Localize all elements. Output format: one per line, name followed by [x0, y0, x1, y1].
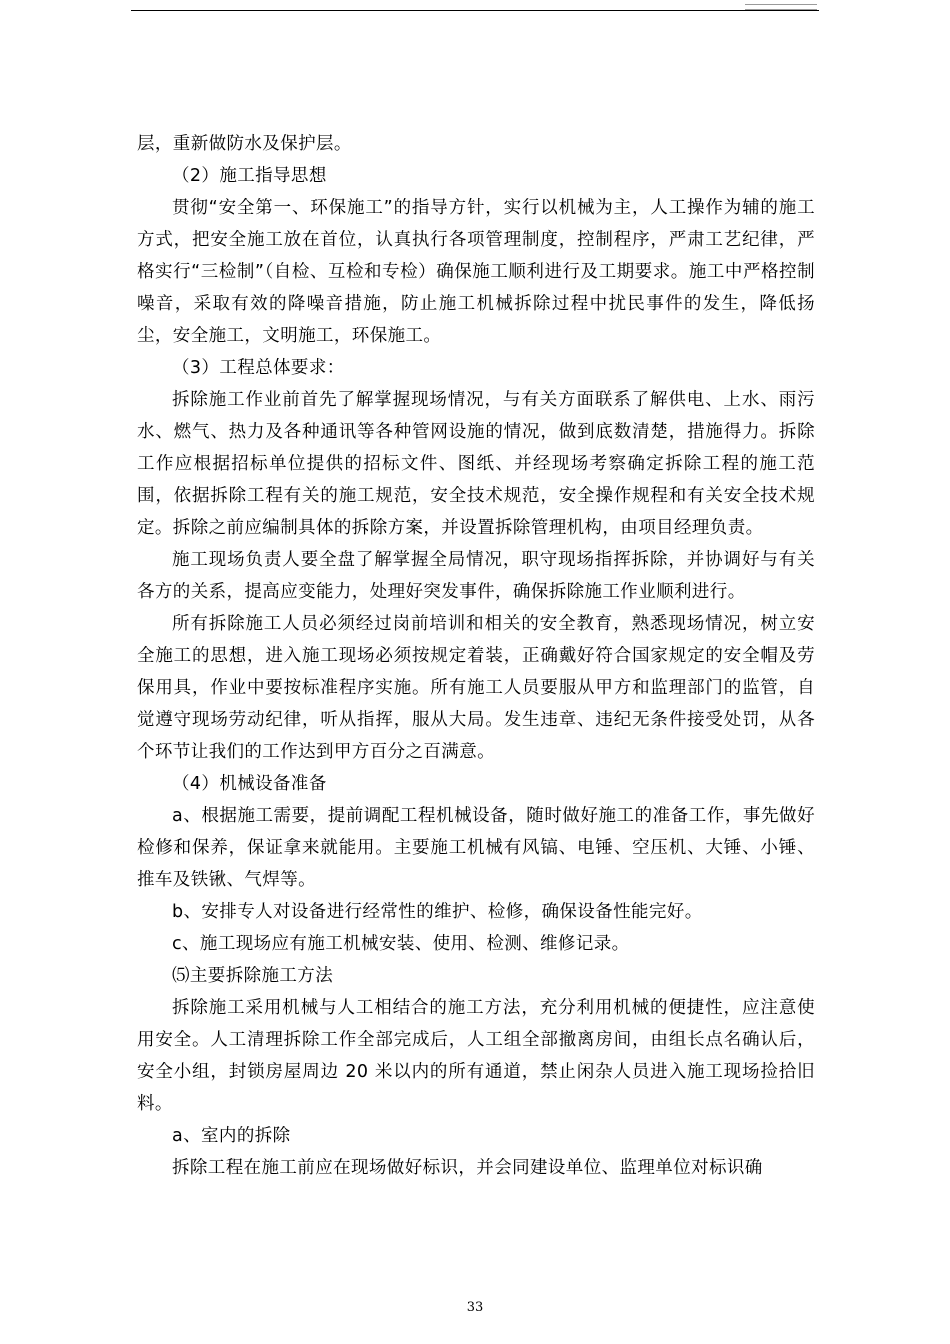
- section-heading-equipment: （4）机械设备准备: [172, 774, 327, 794]
- document-body: [137, 128, 815, 1184]
- header-rule: [131, 10, 819, 11]
- list-item-equipment-b: b、安排专人对设备进行经常性的维护、检修，确保设备性能完好。: [172, 902, 703, 922]
- paragraph-indoor-marking: 拆除工程在施工前应在现场做好标识，并会同建设单位、监理单位对标识确: [172, 1158, 763, 1178]
- paragraph-personnel-training: 所有拆除施工人员必须经过岗前培训和相关的安全教育，熟悉现场情况，树立安全施工的思想，进入施工现场必须按规定着装，正确戴好符合国家规定的安全帽及劳保用具，作业中要按标准程序实施。所有施工人员要服从甲方和监理部门的监管，自觉遵守现场劳动纪律，听从指挥，服从大局。发生违章、违纪无条件接受处罚，从各个环节让我们的工作达到甲方百分之百满意。: [137, 614, 815, 762]
- list-item-equipment-a: a、根据施工需要，提前调配工程机械设备，随时做好施工的准备工作，事先做好检修和保养，保证拿来就能用。主要施工机械有风镐、电锤、空压机、大锤、小锤、推车及铁锹、气焊等。: [137, 806, 815, 890]
- paragraph-guiding-policy: 贯彻“安全第一、环保施工”的指导方针，实行以机械为主，人工操作为辅的施工方式，把安全施工放在首位，认真执行各项管理制度，控制程序，严肃工艺纪律，严格实行“三检制”（自检、互检和专检）确保施工顺利进行及工期要求。施工中严格控制噪音，采取有效的降噪音措施，防止施工机械拆除过程中扰民事件的发生，降低扬尘，安全施工，文明施工，环保施工。: [137, 198, 815, 346]
- paragraph-methods: 拆除施工采用机械与人工相结合的施工方法，充分利用机械的便捷性，应注意使用安全。人工清理拆除工作全部完成后，人工组全部撤离房间，由组长点名确认后，安全小组，封锁房屋周边 20 米以内的所有通道，禁止闲杂人员进入施工现场捡拾旧料。: [137, 998, 815, 1114]
- section-heading-methods: ⑸主要拆除施工方法: [172, 966, 334, 986]
- paragraph-site-manager: 施工现场负责人要全盘了解掌握全局情况，职守现场指挥拆除，并协调好与有关各方的关系，提高应变能力，处理好突发事件，确保拆除施工作业顺利进行。: [137, 550, 815, 602]
- header-corner-mark: [745, 4, 817, 10]
- section-heading-guiding-thought: （2）施工指导思想: [172, 166, 327, 186]
- section-heading-overall-requirements: （3）工程总体要求：: [172, 358, 345, 378]
- paragraph-continuation: 层，重新做防水及保护层。: [137, 134, 352, 154]
- paragraph-pre-demolition: 拆除施工作业前首先了解掌握现场情况，与有关方面联系了解供电、上水、雨污水、燃气、热力及各种通讯等各种管网设施的情况，做到底数清楚，措施得力。拆除工作应根据招标单位提供的招标文件、图纸、并经现场考察确定拆除工程的施工范围，依据拆除工程有关的施工规范，安全技术规范，安全操作规程和有关安全技术规定。拆除之前应编制具体的拆除方案，并设置拆除管理机构，由项目经理负责。: [137, 390, 815, 538]
- subheading-indoor-demolition: a、室内的拆除: [172, 1126, 291, 1146]
- list-item-equipment-c: c、施工现场应有施工机械安装、使用、检测、维修记录。: [172, 934, 630, 954]
- page-number: 33: [466, 1300, 484, 1315]
